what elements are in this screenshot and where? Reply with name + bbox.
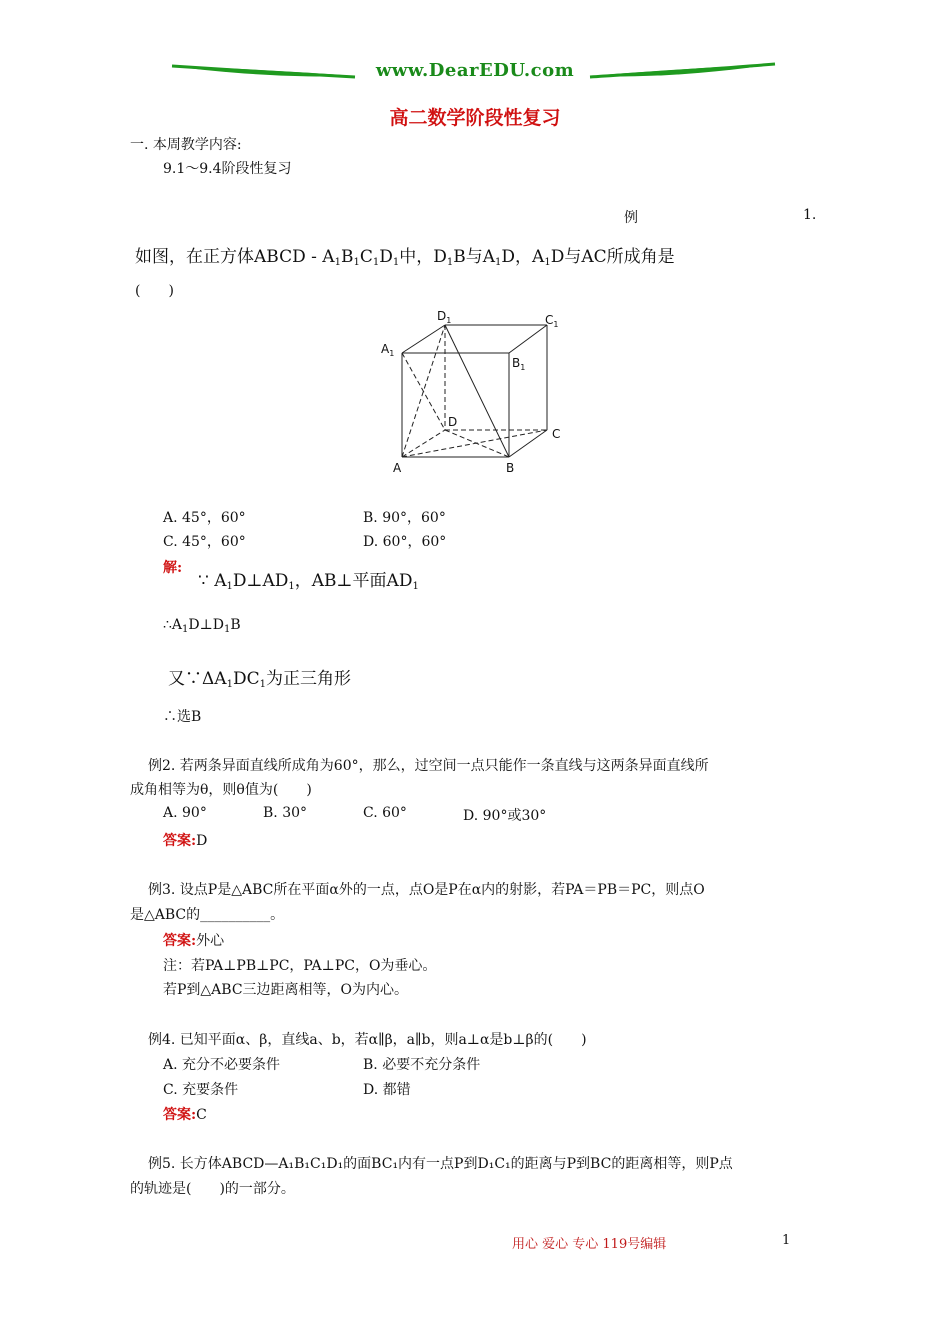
label-C1: $C_1$	[545, 313, 559, 329]
ex1-number: 1.	[803, 207, 817, 223]
label-D1: $D_1$	[437, 309, 452, 325]
ex2-line1: 例2. 若两条异面直线所成角为60°，那么，过空间一点只能作一条直线与这两条异面直线所	[148, 758, 709, 774]
ex1-option-d: D. 60°，60°	[363, 534, 447, 550]
label-A: A	[393, 461, 402, 475]
label-B1: $B_1$	[512, 356, 526, 372]
ex2-option-b: B. 30°	[263, 805, 308, 821]
ex1-label: 例	[624, 210, 638, 226]
label-D: D	[448, 415, 458, 429]
ex1-solution-line4: ∴选B	[163, 709, 202, 725]
ex2-option-c: C. 60°	[363, 805, 407, 821]
ex2-option-a: A. 90°	[163, 805, 207, 821]
ex1-solution-line1: ∵ $A_1D\perp AD_1$，AB⊥平面$AD_1$	[198, 571, 419, 592]
ex4-option-d: D. 都错	[363, 1082, 411, 1098]
section-content: 9.1～9.4阶段性复习	[163, 161, 292, 177]
ex4-option-a: A. 充分不必要条件	[163, 1057, 281, 1073]
ex3-line1: 例3. 设点P是△ABC所在平面α外的一点，点O是P在α内的射影，若PA＝PB＝PC，则点O	[148, 882, 705, 898]
ex3-note1: 注：若PA⊥PB⊥PC，PA⊥PC，O为垂心。	[163, 958, 437, 974]
ex1-option-a: A. 45°，60°	[163, 510, 246, 526]
ex5-line2: 的轨迹是( )的一部分。	[130, 1181, 295, 1197]
ex2-answer: 答案:D	[163, 833, 208, 849]
ex4-line1: 例4. 已知平面α、β，直线a、b，若α∥β，a∥b，则a⊥α是b⊥β的( )	[148, 1032, 587, 1048]
ex2-line2: 成角相等为θ，则θ值为( )	[130, 782, 312, 798]
label-C: C	[552, 427, 561, 441]
page-title: 高二数学阶段性复习	[389, 107, 561, 129]
ex1-question: 如图，在正方体ABCD - $A_1B_1C_1D_1$中，$D_1B$与$A_1D$，$A_1D$与AC所成角是	[135, 247, 675, 268]
ex1-solution-line3: 又$\because\Delta A_1DC_1$为正三角形	[168, 669, 351, 690]
ex4-answer: 答案:C	[163, 1107, 207, 1123]
ex3-note2: 若P到△ABC三边距离相等，O为内心。	[163, 982, 409, 998]
ex2-option-d: D. 90°或30°	[463, 808, 547, 824]
site-logo-text: www.DearEDU.com	[375, 60, 575, 81]
ex1-option-b: B. 90°，60°	[363, 510, 446, 526]
ex1-solution-line2: $\therefore A_1D\perp D_1B$	[163, 617, 241, 635]
ex3-line2: 是△ABC的__________。	[130, 907, 285, 923]
ex1-answer-paren: ( )	[135, 283, 174, 299]
footer-text: 用心 爱心 专心 119号编辑	[512, 1237, 667, 1252]
ex4-option-b: B. 必要不充分条件	[363, 1057, 481, 1073]
section-heading: 一. 本周教学内容:	[130, 137, 242, 153]
label-B: B	[506, 461, 515, 475]
ex1-option-c: C. 45°，60°	[163, 534, 246, 550]
ex4-option-c: C. 充要条件	[163, 1082, 239, 1098]
label-A1: $A_1$	[381, 342, 395, 358]
cube-diagram	[375, 305, 575, 480]
ex5-line1: 例5. 长方体ABCD—A₁B₁C₁D₁的面BC₁内有一点P到D₁C₁的距离与P到BC的距离相等，则P点	[148, 1156, 733, 1172]
ex1-solution-label: 解:	[163, 560, 183, 576]
ex3-answer: 答案:外心	[163, 933, 225, 949]
page-number: 1	[782, 1233, 791, 1248]
